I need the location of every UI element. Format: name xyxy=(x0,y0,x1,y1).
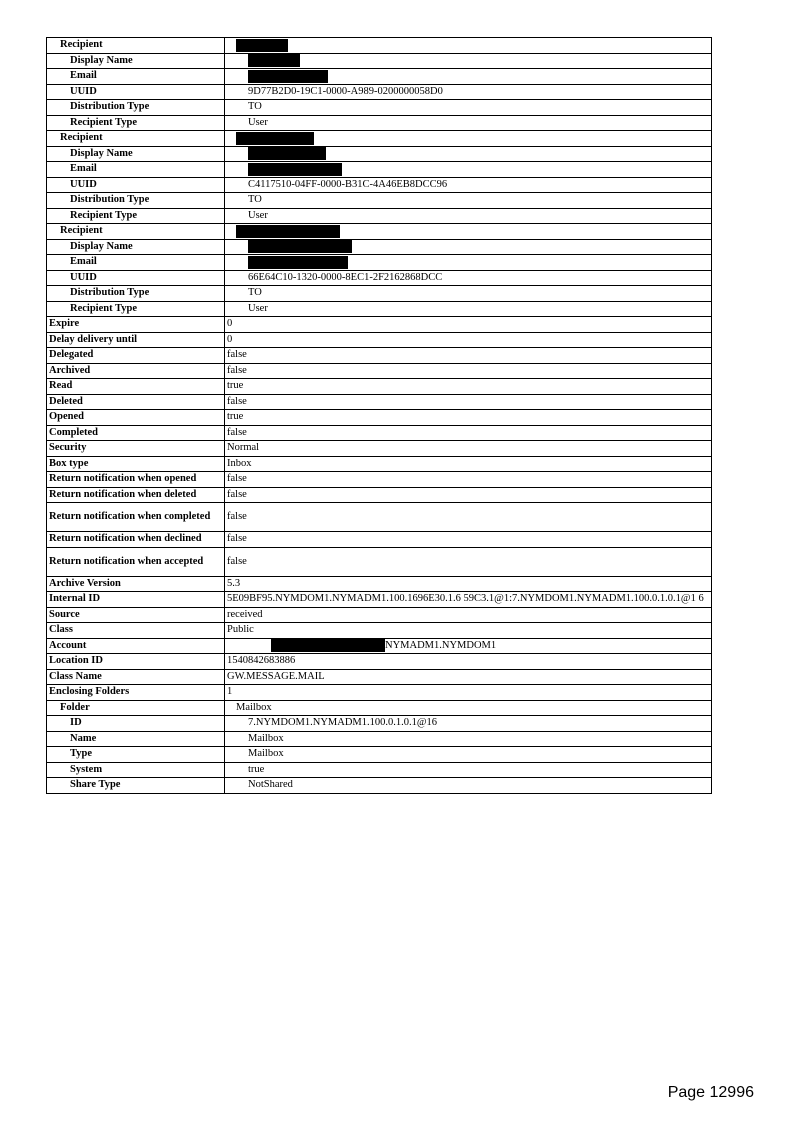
property-label: UUID xyxy=(47,84,225,100)
property-value-text: TO xyxy=(248,101,262,113)
property-value xyxy=(225,208,712,224)
redaction-bar xyxy=(236,39,288,52)
table-row xyxy=(47,84,712,100)
property-value-text: 5E09BF95.NYMDOM1.NYMADM1.100.1696E30.1.6 59C3.1@1:7.NYMDOM1.NYMADM1.100.0.1.0.1@1 6 xyxy=(227,593,704,605)
property-label: Recipient xyxy=(47,131,225,147)
property-value xyxy=(225,270,712,286)
property-label: Display Name xyxy=(47,146,225,162)
property-value xyxy=(225,503,712,532)
property-value xyxy=(225,131,712,147)
table-row xyxy=(47,348,712,364)
table-row xyxy=(47,379,712,395)
table-row xyxy=(47,38,712,54)
property-value-text: Mailbox xyxy=(236,701,272,713)
property-value xyxy=(225,472,712,488)
property-value xyxy=(225,100,712,116)
property-value xyxy=(225,532,712,548)
table-row xyxy=(47,394,712,410)
property-value xyxy=(225,162,712,178)
property-value xyxy=(225,193,712,209)
property-label: Return notification when declined xyxy=(47,532,225,548)
property-value-text: 1540842683886 xyxy=(227,655,296,667)
property-value xyxy=(225,716,712,732)
property-label: Return notification when completed xyxy=(47,503,225,532)
table-row xyxy=(47,456,712,472)
property-value-text: Public xyxy=(227,624,254,636)
property-label: Box type xyxy=(47,456,225,472)
table-row xyxy=(47,731,712,747)
table-row xyxy=(47,472,712,488)
property-label: Recipient Type xyxy=(47,115,225,131)
property-label: Return notification when opened xyxy=(47,472,225,488)
table-row xyxy=(47,131,712,147)
property-label: Name xyxy=(47,731,225,747)
table-row xyxy=(47,503,712,532)
property-value-text: Normal xyxy=(227,442,260,454)
property-label: Display Name xyxy=(47,239,225,255)
property-label: Share Type xyxy=(47,778,225,794)
redaction-bar xyxy=(271,639,385,652)
redaction-bar xyxy=(248,163,342,176)
property-value xyxy=(225,115,712,131)
property-value-text: false xyxy=(227,473,247,485)
property-label: Read xyxy=(47,379,225,395)
property-value xyxy=(225,425,712,441)
table-row xyxy=(47,532,712,548)
property-value xyxy=(225,317,712,333)
property-value xyxy=(225,363,712,379)
property-label: Source xyxy=(47,607,225,623)
table-row xyxy=(47,53,712,69)
property-label: Archive Version xyxy=(47,576,225,592)
property-value xyxy=(225,669,712,685)
property-label: Enclosing Folders xyxy=(47,685,225,701)
property-label: Completed xyxy=(47,425,225,441)
table-row xyxy=(47,301,712,317)
property-value xyxy=(225,731,712,747)
table-row xyxy=(47,425,712,441)
property-value xyxy=(225,286,712,302)
property-value xyxy=(225,685,712,701)
property-label: Location ID xyxy=(47,654,225,670)
redaction-bar xyxy=(248,54,300,67)
property-value-text: false xyxy=(227,426,247,438)
property-value xyxy=(225,592,712,608)
table-row xyxy=(47,69,712,85)
property-value-text: User xyxy=(248,209,268,221)
property-value xyxy=(225,332,712,348)
table-row xyxy=(47,576,712,592)
property-label: Security xyxy=(47,441,225,457)
property-value-text: GW.MESSAGE.MAIL xyxy=(227,670,325,682)
property-value-text: NYMADM1.NYMDOM1 xyxy=(385,640,497,652)
property-value xyxy=(225,53,712,69)
table-row xyxy=(47,716,712,732)
property-value xyxy=(225,177,712,193)
property-value xyxy=(225,84,712,100)
property-value-text: Mailbox xyxy=(248,748,284,760)
property-label: UUID xyxy=(47,177,225,193)
property-value-text: false xyxy=(227,349,247,361)
property-label: Delay delivery until xyxy=(47,332,225,348)
table-row xyxy=(47,623,712,639)
table-row xyxy=(47,700,712,716)
property-value-text: TO xyxy=(248,287,262,299)
property-value xyxy=(225,700,712,716)
table-row xyxy=(47,654,712,670)
property-value-text: 7.NYMDOM1.NYMADM1.100.0.1.0.1@16 xyxy=(248,717,438,729)
property-label: Delegated xyxy=(47,348,225,364)
property-label: Recipient xyxy=(47,38,225,54)
property-value xyxy=(225,348,712,364)
property-label: Class Name xyxy=(47,669,225,685)
property-label: Recipient Type xyxy=(47,208,225,224)
table-row xyxy=(47,638,712,654)
property-label: Type xyxy=(47,747,225,763)
redaction-bar xyxy=(248,70,328,83)
table-row xyxy=(47,332,712,348)
property-label: ID xyxy=(47,716,225,732)
property-value xyxy=(225,255,712,271)
property-value xyxy=(225,547,712,576)
table-row xyxy=(47,778,712,794)
property-value-text: 9D77B2D0-19C1-0000-A989-0200000058D0 xyxy=(248,85,443,97)
table-row xyxy=(47,607,712,623)
property-label: UUID xyxy=(47,270,225,286)
property-label: Return notification when accepted xyxy=(47,547,225,576)
property-label: Class xyxy=(47,623,225,639)
property-value xyxy=(225,623,712,639)
property-label: Email xyxy=(47,162,225,178)
property-value-text: TO xyxy=(248,194,262,206)
table-row xyxy=(47,224,712,240)
property-label: Display Name xyxy=(47,53,225,69)
property-value-text: false xyxy=(227,511,247,522)
table-row xyxy=(47,239,712,255)
property-value xyxy=(225,301,712,317)
table-row xyxy=(47,747,712,763)
property-label: Expire xyxy=(47,317,225,333)
property-value-text: Mailbox xyxy=(248,732,284,744)
property-value xyxy=(225,762,712,778)
table-row xyxy=(47,547,712,576)
table-row xyxy=(47,487,712,503)
property-value xyxy=(225,456,712,472)
property-label: System xyxy=(47,762,225,778)
property-value-text: 66E64C10-1320-0000-8EC1-2F2162868DCC xyxy=(248,271,443,283)
property-value-text: false xyxy=(227,533,247,545)
property-label: Recipient xyxy=(47,224,225,240)
table-row xyxy=(47,685,712,701)
properties-table xyxy=(46,37,712,794)
property-value xyxy=(225,638,712,654)
table-row xyxy=(47,363,712,379)
property-label: Distribution Type xyxy=(47,100,225,116)
property-value xyxy=(225,441,712,457)
redaction-bar xyxy=(236,225,340,238)
table-row xyxy=(47,762,712,778)
property-value xyxy=(225,394,712,410)
property-label: Internal ID xyxy=(47,592,225,608)
redaction-bar xyxy=(248,147,326,160)
property-value xyxy=(225,379,712,395)
table-row xyxy=(47,177,712,193)
property-value xyxy=(225,239,712,255)
property-value-text: false xyxy=(227,395,247,407)
property-value-text: Inbox xyxy=(227,457,252,469)
table-row xyxy=(47,317,712,333)
property-value-text: User xyxy=(248,116,268,128)
property-value xyxy=(225,38,712,54)
property-value xyxy=(225,576,712,592)
property-value-text: true xyxy=(248,763,265,775)
property-value-text: false xyxy=(227,488,247,500)
property-label: Distribution Type xyxy=(47,286,225,302)
property-label: Recipient Type xyxy=(47,301,225,317)
table-row xyxy=(47,410,712,426)
table-row xyxy=(47,270,712,286)
property-label: Account xyxy=(47,638,225,654)
property-value xyxy=(225,224,712,240)
table-row xyxy=(47,146,712,162)
table-row xyxy=(47,669,712,685)
property-value-text: C4117510-04FF-0000-B31C-4A46EB8DCC96 xyxy=(248,178,448,190)
property-label: Archived xyxy=(47,363,225,379)
property-value-text: false xyxy=(227,364,247,376)
property-label: Distribution Type xyxy=(47,193,225,209)
table-row xyxy=(47,115,712,131)
property-value xyxy=(225,69,712,85)
property-value-text: received xyxy=(227,608,263,620)
redaction-bar xyxy=(248,256,348,269)
redaction-bar xyxy=(236,132,314,145)
property-value xyxy=(225,146,712,162)
property-value-text: 1 xyxy=(227,686,233,698)
property-value-text: false xyxy=(227,555,247,567)
property-value xyxy=(225,778,712,794)
property-label: Deleted xyxy=(47,394,225,410)
redaction-bar xyxy=(248,240,352,253)
table-row xyxy=(47,208,712,224)
table-row xyxy=(47,162,712,178)
property-value xyxy=(225,410,712,426)
table-row xyxy=(47,592,712,608)
property-label: Opened xyxy=(47,410,225,426)
property-label: Email xyxy=(47,255,225,271)
property-value-text: 0 xyxy=(227,333,233,345)
property-value-text: 5.3 xyxy=(227,577,241,589)
property-value xyxy=(225,747,712,763)
property-value xyxy=(225,607,712,623)
table-row xyxy=(47,441,712,457)
property-label: Email xyxy=(47,69,225,85)
table-row xyxy=(47,193,712,209)
page-number: Page 12996 xyxy=(667,1084,754,1101)
table-row xyxy=(47,286,712,302)
table-row xyxy=(47,100,712,116)
table-row xyxy=(47,255,712,271)
property-label: Folder xyxy=(47,700,225,716)
properties-table-body xyxy=(47,38,712,794)
property-value xyxy=(225,654,712,670)
property-value-text: 0 xyxy=(227,318,233,330)
property-value-text: NotShared xyxy=(248,779,293,791)
property-label: Return notification when deleted xyxy=(47,487,225,503)
property-value xyxy=(225,487,712,503)
property-value-text: true xyxy=(227,380,244,392)
property-value-text: true xyxy=(227,411,244,423)
property-value-text: User xyxy=(248,302,268,314)
